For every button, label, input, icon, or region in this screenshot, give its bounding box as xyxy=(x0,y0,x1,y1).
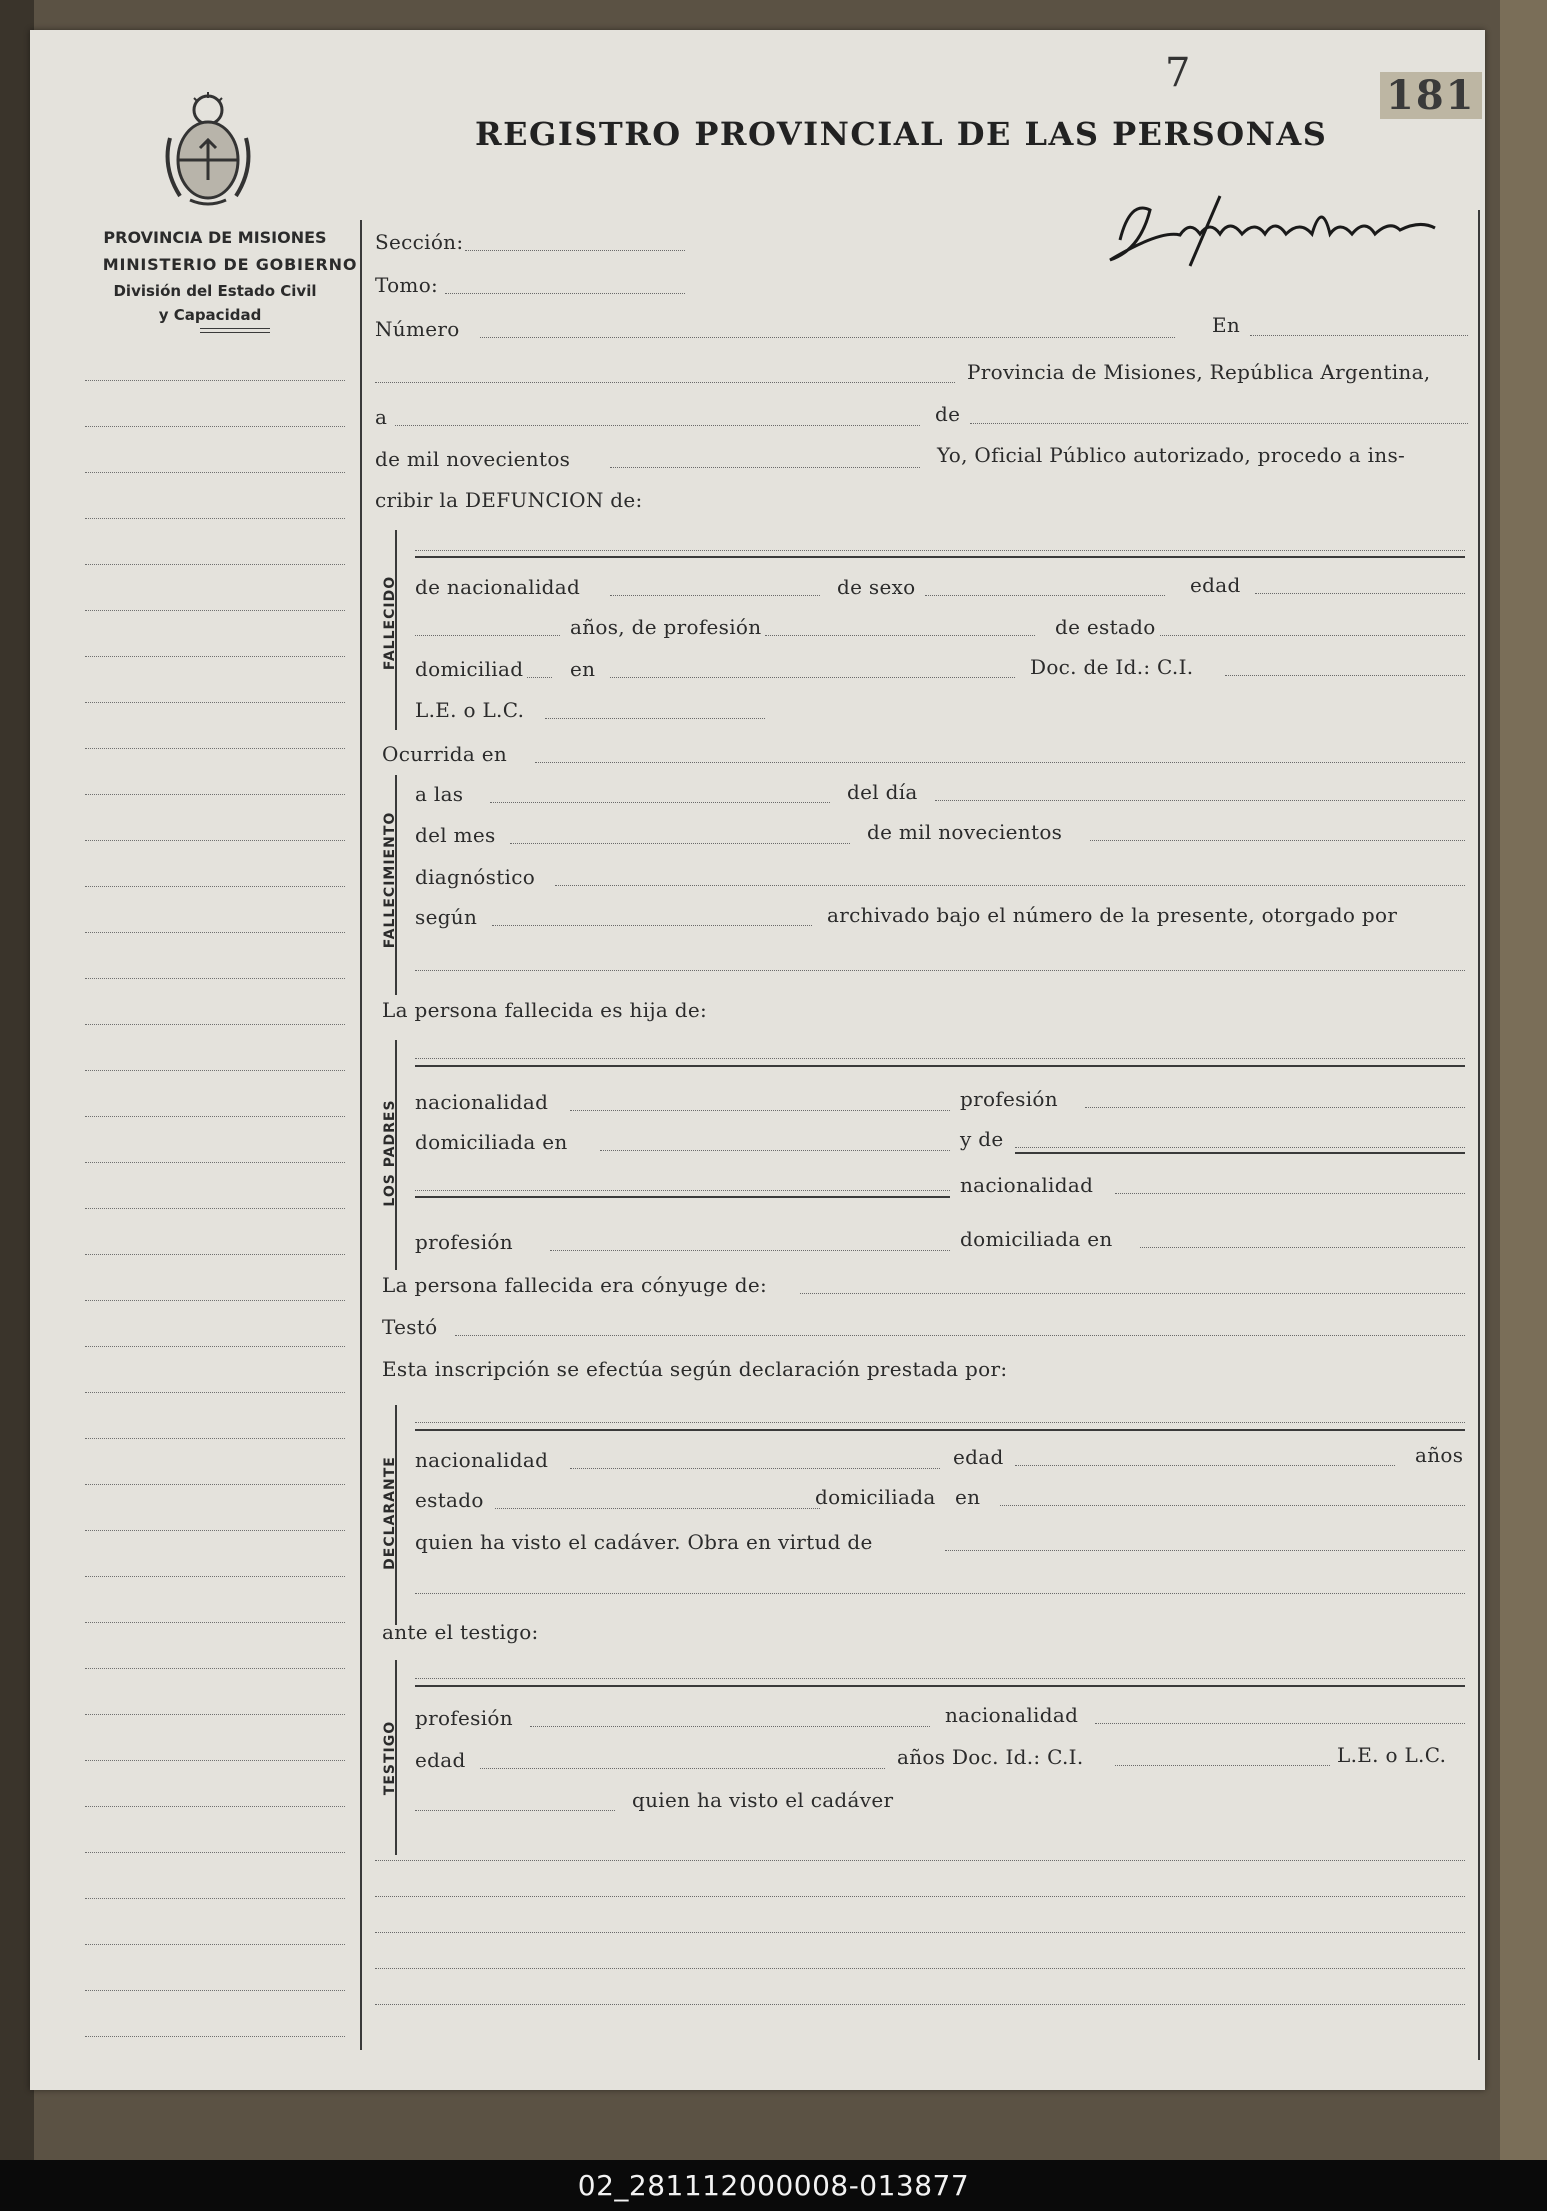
label-del-dia: del día xyxy=(847,780,918,804)
margin-line[interactable] xyxy=(85,1760,345,1761)
declarante-top-rule xyxy=(415,1429,1465,1431)
agency-underline xyxy=(200,328,270,329)
margin-line[interactable] xyxy=(85,1116,345,1117)
agency-line-4: y Capacidad xyxy=(158,306,262,324)
notes-line[interactable] xyxy=(375,2004,1465,2005)
margin-line[interactable] xyxy=(85,564,345,565)
label-madre-profesion: profesión xyxy=(415,1230,513,1254)
margin-line[interactable] xyxy=(85,748,345,749)
margin-line[interactable] xyxy=(85,518,345,519)
label-del-mes: del mes xyxy=(415,823,496,847)
margin-line[interactable] xyxy=(85,886,345,887)
margin-line[interactable] xyxy=(85,1990,345,1991)
label-declarante-anos: años xyxy=(1415,1443,1464,1467)
book-binding-left xyxy=(0,0,34,2160)
label-ante-testigo: ante el testigo: xyxy=(382,1620,539,1644)
field-tomo[interactable] xyxy=(445,293,685,294)
label-doc-id: Doc. de Id.: C.I. xyxy=(1030,655,1194,679)
label-edad: edad xyxy=(1190,573,1241,597)
label-testigo-anos-doc: años Doc. Id.: C.I. xyxy=(897,1745,1084,1769)
field-padre-nombre[interactable] xyxy=(415,1058,1465,1059)
label-mil-novecientos-2: de mil novecientos xyxy=(867,820,1063,844)
field-year[interactable] xyxy=(610,467,920,468)
testigo-top-rule xyxy=(415,1685,1465,1687)
field-en[interactable] xyxy=(1250,335,1468,336)
label-testigo-nacionalidad: nacionalidad xyxy=(945,1703,1079,1727)
label-diagnostico: diagnóstico xyxy=(415,865,536,889)
label-madre-domiciliada: domiciliada en xyxy=(960,1227,1113,1251)
field-padres-extra[interactable] xyxy=(415,1190,950,1191)
label-ocurrida-en: Ocurrida en xyxy=(382,742,508,766)
margin-line[interactable] xyxy=(85,656,345,657)
margin-line[interactable] xyxy=(85,1806,345,1807)
field-testo[interactable] xyxy=(455,1335,1465,1336)
notes-line[interactable] xyxy=(375,1896,1465,1897)
field-numero[interactable] xyxy=(480,337,1175,338)
margin-line[interactable] xyxy=(85,1070,345,1071)
label-le-lc: L.E. o L.C. xyxy=(415,698,525,722)
margin-line[interactable] xyxy=(85,1162,345,1163)
margin-line[interactable] xyxy=(85,1852,345,1853)
label-segun: según xyxy=(415,905,478,929)
field-otorgado-por[interactable] xyxy=(415,970,1465,971)
field-hora[interactable] xyxy=(490,802,830,803)
label-archivado: archivado bajo el número de la presente, otorgado por xyxy=(827,903,1398,927)
label-de-nacionalidad: de nacionalidad xyxy=(415,575,581,599)
margin-line[interactable] xyxy=(85,1254,345,1255)
label-declarante-nacionalidad: nacionalidad xyxy=(415,1448,549,1472)
field-edad[interactable] xyxy=(1255,593,1465,594)
margin-line[interactable] xyxy=(85,978,345,979)
label-numero: Número xyxy=(375,317,460,341)
margin-line[interactable] xyxy=(85,2036,345,2037)
label-de-sexo: de sexo xyxy=(837,575,916,599)
field-testigo-edad[interactable] xyxy=(480,1768,885,1769)
notes-line[interactable] xyxy=(375,1860,1465,1861)
label-seccion: Sección: xyxy=(375,230,464,254)
label-testo: Testó xyxy=(382,1315,438,1339)
field-dia[interactable] xyxy=(935,800,1465,801)
image-caption: 02_281112000008-013877 xyxy=(0,2160,1547,2211)
field-segun[interactable] xyxy=(492,925,812,926)
label-madre-nacionalidad: nacionalidad xyxy=(960,1173,1094,1197)
field-domiciliad-suffix[interactable] xyxy=(527,677,552,678)
label-en-dom: en xyxy=(570,657,596,681)
margin-line[interactable] xyxy=(85,380,345,381)
label-yo-oficial: Yo, Oficial Público autorizado, procedo a ins- xyxy=(937,443,1406,467)
field-madre-domicilio[interactable] xyxy=(1140,1247,1465,1248)
field-mes[interactable] xyxy=(510,843,850,844)
label-declarante-domiciliada: domiciliada xyxy=(815,1485,936,1509)
padres-top-rule xyxy=(415,1065,1465,1067)
margin-line[interactable] xyxy=(85,840,345,841)
margin-line[interactable] xyxy=(85,1898,345,1899)
page-content xyxy=(30,30,1485,2090)
label-testigo-le-lc: L.E. o L.C. xyxy=(1337,1743,1447,1767)
label-inscribir: cribir la DEFUNCION de: xyxy=(375,488,643,512)
field-estado[interactable] xyxy=(1160,635,1465,636)
field-declarante-estado[interactable] xyxy=(495,1508,820,1509)
document-page xyxy=(30,30,1485,2090)
pencil-number: 7 xyxy=(1165,50,1191,96)
field-declarante-nombre[interactable] xyxy=(415,1422,1465,1423)
label-conyuge: La persona fallecida era cónyuge de: xyxy=(382,1273,768,1297)
field-declarante-domicilio[interactable] xyxy=(1000,1505,1465,1506)
notes-line[interactable] xyxy=(375,1968,1465,1969)
handwritten-signature xyxy=(1090,190,1470,270)
field-testigo-extra[interactable] xyxy=(415,1810,615,1811)
label-a-las: a las xyxy=(415,782,464,806)
label-a: a xyxy=(375,405,388,429)
form-divider xyxy=(360,220,362,2050)
margin-line[interactable] xyxy=(85,1484,345,1485)
fallecido-top-rule xyxy=(415,556,1465,558)
page-title: REGISTRO PROVINCIAL DE LAS PERSONAS xyxy=(475,115,1328,153)
field-place[interactable] xyxy=(375,382,955,383)
margin-line[interactable] xyxy=(85,472,345,473)
margin-line[interactable] xyxy=(85,1622,345,1623)
label-padre-nacionalidad: nacionalidad xyxy=(415,1090,549,1114)
field-madre-nombre[interactable] xyxy=(1015,1147,1465,1148)
label-declaracion: Esta inscripción se efectúa según declaración prestada por: xyxy=(382,1357,1008,1381)
field-declarante-extra[interactable] xyxy=(415,1593,1465,1594)
field-ci[interactable] xyxy=(1225,675,1465,676)
margin-line[interactable] xyxy=(85,1300,345,1301)
label-testigo-quien: quien ha visto el cadáver xyxy=(632,1788,894,1812)
margin-line[interactable] xyxy=(85,1392,345,1393)
label-provincia: Provincia de Misiones, República Argentina, xyxy=(967,360,1431,384)
field-anio-fallecimiento[interactable] xyxy=(1090,840,1465,841)
field-ocurrida-en[interactable] xyxy=(535,762,1465,763)
margin-line[interactable] xyxy=(85,794,345,795)
margin-line[interactable] xyxy=(85,1346,345,1347)
margin-line[interactable] xyxy=(85,1944,345,1945)
stamp-number: 181 xyxy=(1380,72,1482,119)
margin-line[interactable] xyxy=(85,1714,345,1715)
field-obra-en-virtud[interactable] xyxy=(945,1550,1465,1551)
field-testigo-nacionalidad[interactable] xyxy=(1095,1723,1465,1724)
book-spine xyxy=(1500,0,1547,2160)
field-domicilio[interactable] xyxy=(610,677,1015,678)
label-en: En xyxy=(1212,313,1241,337)
field-conyuge[interactable] xyxy=(800,1293,1465,1294)
field-declarante-nacionalidad[interactable] xyxy=(570,1468,940,1469)
label-declarante-en: en xyxy=(955,1485,981,1509)
field-a[interactable] xyxy=(395,425,920,426)
agency-underline-2 xyxy=(200,332,270,333)
field-nacionalidad[interactable] xyxy=(610,595,820,596)
field-seccion[interactable] xyxy=(465,250,685,251)
label-mil-novecientos: de mil novecientos xyxy=(375,447,571,471)
margin-line[interactable] xyxy=(85,1530,345,1531)
field-de[interactable] xyxy=(970,423,1468,424)
field-padre-nacionalidad[interactable] xyxy=(570,1110,950,1111)
agency-line-2: MINISTERIO DE GOBIERNO xyxy=(102,255,358,274)
margin-line[interactable] xyxy=(85,702,345,703)
margin-line[interactable] xyxy=(85,932,345,933)
label-declarante-edad: edad xyxy=(953,1445,1004,1469)
field-le-lc[interactable] xyxy=(545,718,765,719)
field-declarante-edad[interactable] xyxy=(1015,1465,1395,1466)
label-de: de xyxy=(935,402,961,426)
margin-line[interactable] xyxy=(85,1668,345,1669)
section-label-declarante: DECLARANTE xyxy=(382,1456,398,1570)
label-de-estado: de estado xyxy=(1055,615,1156,639)
margin-line[interactable] xyxy=(85,1438,345,1439)
label-padre-profesion: profesión xyxy=(960,1087,1058,1111)
margin-line[interactable] xyxy=(85,1576,345,1577)
label-testigo-edad: edad xyxy=(415,1748,466,1772)
field-deceased-name[interactable] xyxy=(415,550,1465,551)
margin-line[interactable] xyxy=(85,610,345,611)
label-declarante-estado: estado xyxy=(415,1488,484,1512)
label-anos-profesion: años, de profesión xyxy=(570,615,762,639)
agency-line-3: División del Estado Civil xyxy=(113,282,317,300)
field-madre-profesion[interactable] xyxy=(550,1250,950,1251)
section-label-padres: LOS PADRES xyxy=(382,1099,398,1207)
section-label-testigo: TESTIGO xyxy=(382,1720,398,1796)
notes-line[interactable] xyxy=(375,1932,1465,1933)
label-domiciliad: domiciliad xyxy=(415,657,524,681)
padres-mid-rule xyxy=(415,1196,950,1198)
margin-line[interactable] xyxy=(85,426,345,427)
label-testigo-profesion: profesión xyxy=(415,1706,513,1730)
field-sexo[interactable] xyxy=(925,595,1165,596)
field-testigo-profesion[interactable] xyxy=(530,1726,930,1727)
margin-line[interactable] xyxy=(85,1024,345,1025)
field-padre-domicilio[interactable] xyxy=(600,1150,950,1151)
label-y-de: y de xyxy=(960,1127,1004,1151)
label-tomo: Tomo: xyxy=(375,273,439,297)
label-padre-domiciliada: domiciliada en xyxy=(415,1130,568,1154)
label-declarante-quien: quien ha visto el cadáver. Obra en virtud de xyxy=(415,1530,873,1554)
field-profesion[interactable] xyxy=(765,635,1035,636)
section-label-fallecido: FALLECIDO xyxy=(382,575,398,671)
label-hija-de: La persona fallecida es hija de: xyxy=(382,998,708,1022)
field-diagnostico[interactable] xyxy=(555,885,1465,886)
field-testigo-ci[interactable] xyxy=(1115,1765,1330,1766)
coat-of-arms-icon xyxy=(160,88,256,208)
field-padre-profesion[interactable] xyxy=(1085,1107,1465,1108)
agency-line-1: PROVINCIA DE MISIONES xyxy=(103,228,327,247)
section-label-fallecimiento: FALLECIMIENTO xyxy=(382,811,398,949)
form-right-edge xyxy=(1478,210,1480,2060)
margin-line[interactable] xyxy=(85,1208,345,1209)
field-testigo-nombre[interactable] xyxy=(415,1678,1465,1679)
field-madre-nacionalidad[interactable] xyxy=(1115,1193,1465,1194)
madre-rule xyxy=(1015,1152,1465,1154)
field-anos[interactable] xyxy=(415,635,560,636)
